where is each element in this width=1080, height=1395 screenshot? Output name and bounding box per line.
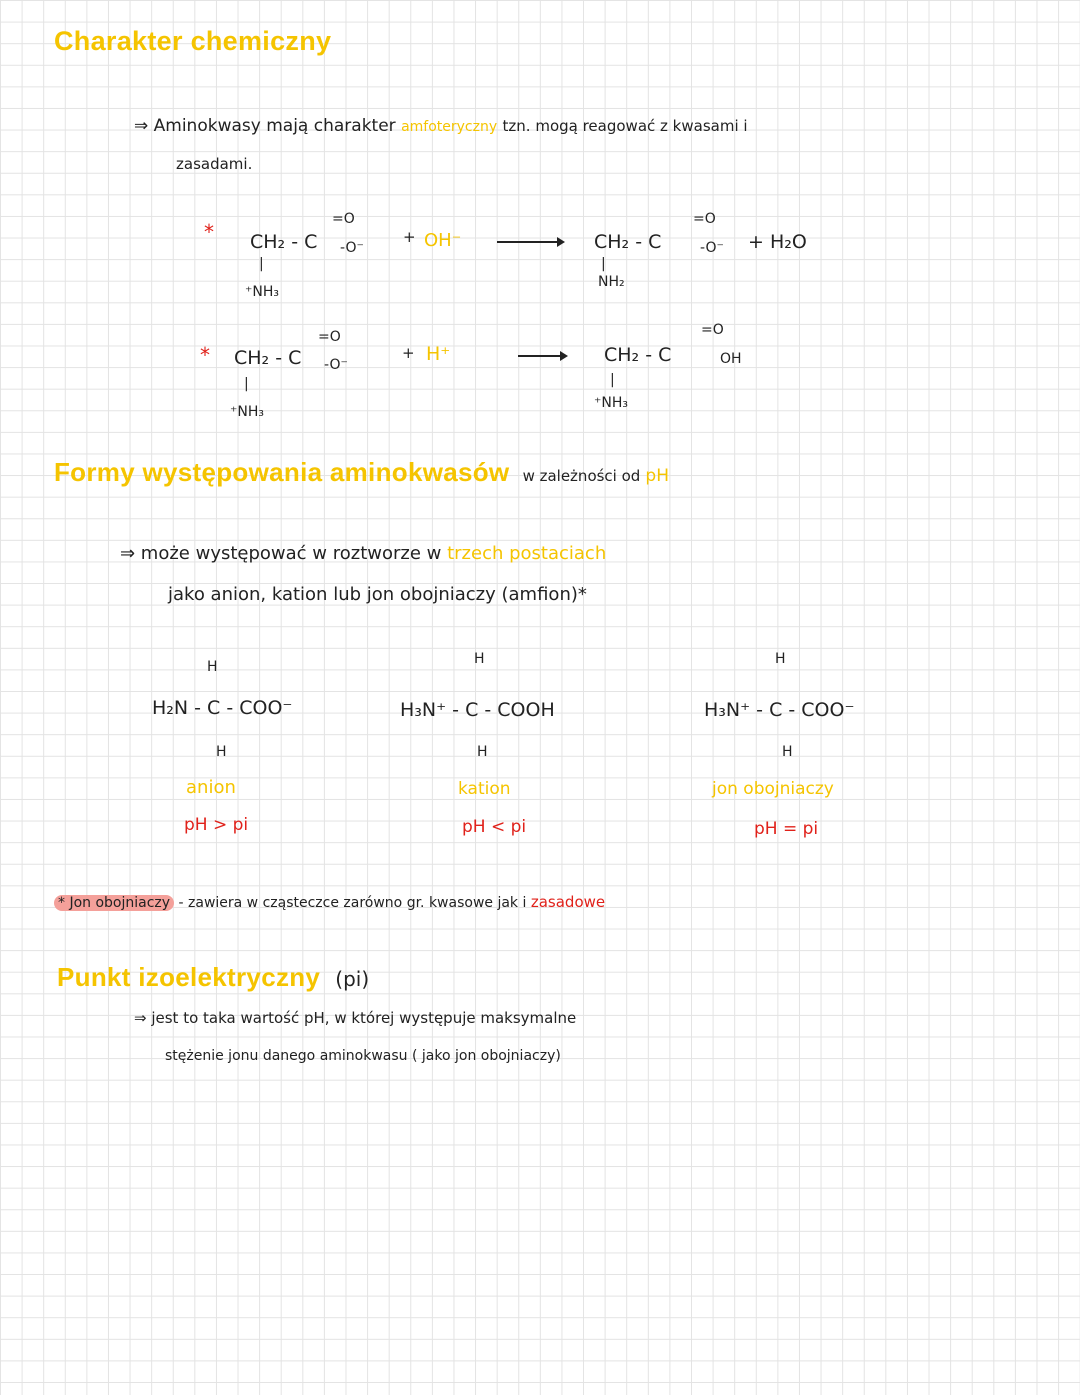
reaction-2-arrow-icon <box>518 355 566 357</box>
section3-line2: stężenie jonu danego aminokwasu ( jako jon obojniaczy) <box>165 1048 561 1064</box>
reaction-1-product-o-bottom: -O⁻ <box>700 240 724 256</box>
form-zwitterion-top-h: H <box>775 651 786 667</box>
reaction-2-reactant-bond: | <box>244 376 249 392</box>
form-anion-top-h: H <box>207 659 218 675</box>
section3-heading <box>57 962 369 993</box>
form-zwitterion-formula: H₃N⁺ - C - COO⁻ <box>704 699 855 721</box>
section1-line2: zasadami. <box>176 155 253 173</box>
form-anion-condition: pH > pi <box>184 815 249 835</box>
reaction-1-plus: + <box>403 228 416 246</box>
section2-line2: jako anion, kation lub jon obojniaczy (amfion)* <box>168 584 587 605</box>
form-anion-formula: H₂N - C - COO⁻ <box>152 697 293 719</box>
section3-title-suffix: (pi) <box>335 967 370 991</box>
reaction-2-reactant-chain: CH₂ - C <box>234 347 302 369</box>
reaction-1-star: * <box>204 220 214 244</box>
section2-heading <box>54 457 669 488</box>
form-anion-bottom-h: H <box>216 744 227 760</box>
reaction-1-reactant-o-top: =O <box>332 211 355 227</box>
zwitterion-note <box>54 893 605 911</box>
section2-title-suffix: w zależności od <box>522 467 641 485</box>
form-zwitterion-bottom-h: H <box>782 744 793 760</box>
section1-line1-suffix: tzn. mogą reagować z kwasami i <box>502 117 748 135</box>
reaction-2-product-o-bottom: OH <box>720 351 742 367</box>
section2-title: Formy występowania aminokwasów <box>54 457 510 487</box>
form-kation-top-h: H <box>474 651 485 667</box>
form-kation-name: kation <box>458 779 511 799</box>
reaction-2-reactant-o-bottom: -O⁻ <box>324 357 348 373</box>
reaction-1-product-o-top: =O <box>693 211 716 227</box>
reaction-2-product-o-top: =O <box>701 322 724 338</box>
form-zwitterion-condition: pH = pi <box>754 819 819 839</box>
reaction-1-reagent: OH⁻ <box>424 230 462 251</box>
section2-line1-prefix: ⇒ może występować w roztworze w <box>120 543 442 564</box>
zwitterion-note-middle: - zawiera w cząsteczce zarówno gr. kwasowe jak i <box>178 895 527 911</box>
section3-line1: ⇒ jest to taka wartość pH, w której występuje maksymalne <box>134 1009 577 1027</box>
zwitterion-note-end: zasadowe <box>530 893 606 911</box>
reaction-1-product-sub: NH₂ <box>598 274 625 290</box>
reaction-1-reactant-o-bottom: -O⁻ <box>340 240 364 256</box>
reaction-2-reagent: H⁺ <box>426 343 451 365</box>
zwitterion-note-highlight: * Jon obojniaczy <box>54 895 174 911</box>
reaction-1-byproduct: + H₂O <box>748 231 807 253</box>
reaction-2-reactant-o-top: =O <box>318 329 341 345</box>
section1-line1 <box>134 116 748 136</box>
form-kation-formula: H₃N⁺ - C - COOH <box>400 699 555 721</box>
reaction-2-product-chain: CH₂ - C <box>604 344 672 366</box>
reaction-1-reactant-bond: | <box>259 256 264 272</box>
section3-title: Punkt izoelektryczny <box>57 962 321 992</box>
reaction-2-product-bond: | <box>610 372 615 388</box>
section1-line1-prefix: ⇒ Aminokwasy mają charakter <box>134 116 396 136</box>
form-zwitterion-name: jon obojniaczy <box>712 779 834 799</box>
form-anion-name: anion <box>186 777 236 798</box>
reaction-2-plus: + <box>402 344 415 362</box>
reaction-2-reactant-sub: ⁺NH₃ <box>230 404 265 420</box>
reaction-1-arrow-icon <box>497 241 563 243</box>
section2-line1 <box>120 543 606 564</box>
reaction-1-product-chain: CH₂ - C <box>594 231 662 253</box>
reaction-2-star: * <box>200 343 210 367</box>
reaction-1-reactant-chain: CH₂ - C <box>250 231 318 253</box>
section2-title-ph: pH <box>645 466 669 486</box>
section2-line1-highlight: trzech postaciach <box>447 543 607 564</box>
form-kation-bottom-h: H <box>477 744 488 760</box>
reaction-1-product-bond: | <box>601 256 606 272</box>
section1-line1-highlight: amfoteryczny <box>401 119 498 135</box>
reaction-1-reactant-sub: ⁺NH₃ <box>245 284 280 300</box>
section1-title: Charakter chemiczny <box>54 26 332 56</box>
reaction-2-product-sub: ⁺NH₃ <box>594 395 629 411</box>
form-kation-condition: pH < pi <box>462 817 527 837</box>
